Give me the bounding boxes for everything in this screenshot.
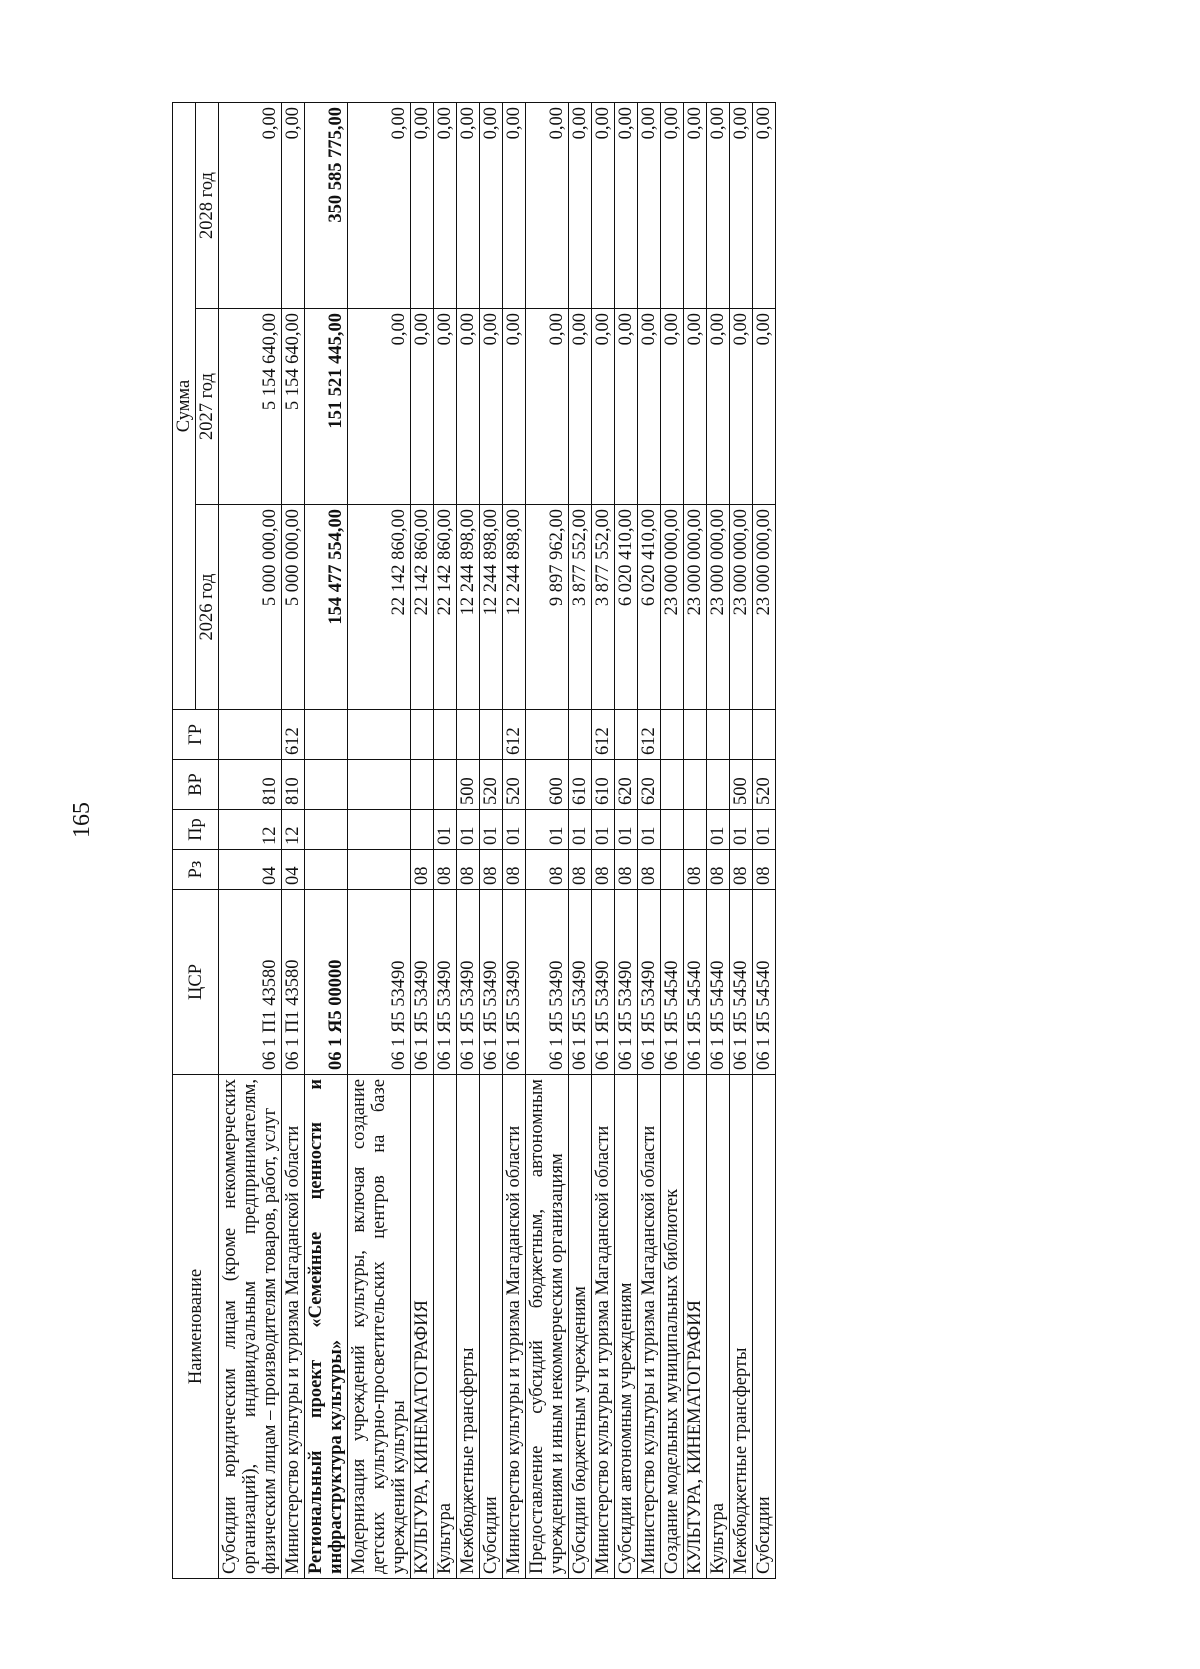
- table-row: [480, 102, 503, 1578]
- cell-2026: 12 244 898,00: [503, 505, 526, 710]
- table-row: [592, 102, 615, 1578]
- cell-rz: [305, 850, 348, 890]
- cell-csr: 06 1 Я5 53490: [348, 890, 411, 1075]
- cell-name: Министерство культуры и туризма Магаданской области: [638, 1075, 661, 1579]
- cell-2028: 0,00: [730, 102, 753, 308]
- table-row: [411, 102, 434, 1578]
- cell-vr: 810: [219, 760, 282, 810]
- cell-2026: 154 477 554,00: [305, 505, 348, 710]
- table-header: [173, 102, 219, 1578]
- cell-pr: 01: [753, 810, 776, 850]
- header-2026: 2026 год: [196, 505, 219, 710]
- cell-name: Субсидии юридическим лицам (кроме некоммерческих организаций), индивидуальным предпринимателям, физическим лицам – производителям товаров, работ, услуг: [219, 1075, 282, 1579]
- cell-pr: 01: [615, 810, 638, 850]
- cell-gr: [480, 710, 503, 760]
- budget-table: [172, 102, 776, 1579]
- cell-name: Субсидии: [480, 1075, 503, 1579]
- table-row: [434, 102, 457, 1578]
- table-row: [753, 102, 776, 1578]
- page-number: 165: [69, 802, 95, 838]
- cell-csr: 06 1 П1 43580: [282, 890, 305, 1075]
- cell-2026: 22 142 860,00: [411, 505, 434, 710]
- cell-name: Культура: [707, 1075, 730, 1579]
- cell-vr: 520: [503, 760, 526, 810]
- cell-vr: [348, 760, 411, 810]
- cell-pr: 01: [480, 810, 503, 850]
- cell-pr: [411, 810, 434, 850]
- cell-name: Субсидии бюджетным учреждениям: [569, 1075, 592, 1579]
- cell-2028: 0,00: [753, 102, 776, 308]
- cell-2027: 5 154 640,00: [282, 309, 305, 505]
- cell-vr: [305, 760, 348, 810]
- cell-2028: 0,00: [457, 102, 480, 308]
- cell-gr: 612: [638, 710, 661, 760]
- cell-name: Создание модельных муниципальных библиотек: [661, 1075, 684, 1579]
- cell-rz: [348, 850, 411, 890]
- cell-gr: [526, 710, 569, 760]
- header-pr: Пр: [173, 810, 219, 850]
- cell-2028: 0,00: [219, 102, 282, 308]
- cell-csr: 06 1 Я5 54540: [753, 890, 776, 1075]
- cell-2026: 5 000 000,00: [219, 505, 282, 710]
- table-row: [707, 102, 730, 1578]
- table-row: [526, 102, 569, 1578]
- cell-csr: 06 1 Я5 53490: [526, 890, 569, 1075]
- cell-2027: 0,00: [457, 309, 480, 505]
- cell-pr: 01: [434, 810, 457, 850]
- cell-gr: [753, 710, 776, 760]
- cell-pr: [684, 810, 707, 850]
- cell-gr: [434, 710, 457, 760]
- cell-gr: [305, 710, 348, 760]
- cell-2028: 0,00: [411, 102, 434, 308]
- cell-2028: 350 585 775,00: [305, 102, 348, 308]
- cell-rz: 08: [592, 850, 615, 890]
- cell-rz: 08: [457, 850, 480, 890]
- table-row: [615, 102, 638, 1578]
- cell-2027: 0,00: [615, 309, 638, 505]
- cell-2026: 22 142 860,00: [434, 505, 457, 710]
- cell-2028: 0,00: [569, 102, 592, 308]
- cell-csr: 06 1 П1 43580: [219, 890, 282, 1075]
- cell-vr: 610: [569, 760, 592, 810]
- cell-pr: 01: [638, 810, 661, 850]
- cell-2026: 6 020 410,00: [638, 505, 661, 710]
- cell-2028: 0,00: [615, 102, 638, 308]
- header-2028: 2028 год: [196, 102, 219, 308]
- header-name: Наименование: [173, 1075, 219, 1579]
- table-row: [730, 102, 753, 1578]
- cell-2028: 0,00: [348, 102, 411, 308]
- cell-rz: 08: [615, 850, 638, 890]
- cell-rz: 08: [434, 850, 457, 890]
- header-2027: 2027 год: [196, 309, 219, 505]
- cell-gr: 612: [592, 710, 615, 760]
- cell-gr: [569, 710, 592, 760]
- header-gr: ГР: [173, 710, 219, 760]
- cell-2026: 23 000 000,00: [661, 505, 684, 710]
- cell-name: Субсидии автономным учреждениям: [615, 1075, 638, 1579]
- cell-rz: 08: [730, 850, 753, 890]
- cell-2028: 0,00: [282, 102, 305, 308]
- cell-2027: 0,00: [411, 309, 434, 505]
- cell-pr: [348, 810, 411, 850]
- cell-name: КУЛЬТУРА, КИНЕМАТОГРАФИЯ: [411, 1075, 434, 1579]
- header-csr: ЦСР: [173, 890, 219, 1075]
- cell-vr: [684, 760, 707, 810]
- cell-gr: [684, 710, 707, 760]
- cell-vr: 620: [638, 760, 661, 810]
- cell-2026: 12 244 898,00: [457, 505, 480, 710]
- table-row: [457, 102, 480, 1578]
- cell-2027: 0,00: [480, 309, 503, 505]
- cell-csr: 06 1 Я5 53490: [434, 890, 457, 1075]
- cell-csr: 06 1 Я5 53490: [638, 890, 661, 1075]
- cell-rz: 08: [638, 850, 661, 890]
- cell-gr: [730, 710, 753, 760]
- cell-2028: 0,00: [503, 102, 526, 308]
- cell-2027: 0,00: [592, 309, 615, 505]
- cell-vr: [661, 760, 684, 810]
- cell-gr: [457, 710, 480, 760]
- cell-2026: 5 000 000,00: [282, 505, 305, 710]
- cell-pr: 01: [592, 810, 615, 850]
- cell-2026: 9 897 962,00: [526, 505, 569, 710]
- table-row: [282, 102, 305, 1578]
- cell-2027: 0,00: [730, 309, 753, 505]
- table-body: [219, 102, 776, 1578]
- cell-rz: 08: [684, 850, 707, 890]
- cell-csr: 06 1 Я5 54540: [730, 890, 753, 1075]
- header-rz: Рз: [173, 850, 219, 890]
- cell-2027: 0,00: [503, 309, 526, 505]
- header-vr: ВР: [173, 760, 219, 810]
- cell-vr: 520: [753, 760, 776, 810]
- cell-vr: 500: [457, 760, 480, 810]
- cell-csr: 06 1 Я5 54540: [684, 890, 707, 1075]
- cell-2027: 0,00: [434, 309, 457, 505]
- cell-2026: 3 877 552,00: [592, 505, 615, 710]
- cell-csr: 06 1 Я5 53490: [411, 890, 434, 1075]
- cell-pr: 12: [282, 810, 305, 850]
- cell-vr: 500: [730, 760, 753, 810]
- cell-pr: 01: [730, 810, 753, 850]
- cell-gr: [411, 710, 434, 760]
- cell-2028: 0,00: [480, 102, 503, 308]
- cell-2026: 23 000 000,00: [707, 505, 730, 710]
- cell-csr: 06 1 Я5 53490: [592, 890, 615, 1075]
- cell-csr: 06 1 Я5 54540: [707, 890, 730, 1075]
- rotated-table-container: [172, 103, 1028, 1579]
- cell-pr: 01: [526, 810, 569, 850]
- cell-2027: 0,00: [638, 309, 661, 505]
- cell-2027: 0,00: [753, 309, 776, 505]
- cell-2026: 22 142 860,00: [348, 505, 411, 710]
- cell-rz: 08: [480, 850, 503, 890]
- cell-2027: 151 521 445,00: [305, 309, 348, 505]
- cell-vr: 620: [615, 760, 638, 810]
- cell-pr: 01: [569, 810, 592, 850]
- cell-name: Межбюджетные трансферты: [730, 1075, 753, 1579]
- table-row: [219, 102, 282, 1578]
- cell-vr: 600: [526, 760, 569, 810]
- cell-pr: 01: [457, 810, 480, 850]
- cell-csr: 06 1 Я5 00000: [305, 890, 348, 1075]
- cell-name: Министерство культуры и туризма Магаданской области: [282, 1075, 305, 1579]
- cell-name: Субсидии: [753, 1075, 776, 1579]
- cell-gr: 612: [503, 710, 526, 760]
- cell-vr: 810: [282, 760, 305, 810]
- cell-2028: 0,00: [707, 102, 730, 308]
- cell-csr: 06 1 Я5 54540: [661, 890, 684, 1075]
- cell-csr: 06 1 Я5 53490: [569, 890, 592, 1075]
- cell-2028: 0,00: [684, 102, 707, 308]
- cell-pr: 01: [707, 810, 730, 850]
- cell-csr: 06 1 Я5 53490: [457, 890, 480, 1075]
- cell-2028: 0,00: [526, 102, 569, 308]
- cell-2026: 12 244 898,00: [480, 505, 503, 710]
- cell-2028: 0,00: [434, 102, 457, 308]
- table-row: [569, 102, 592, 1578]
- cell-rz: 08: [569, 850, 592, 890]
- cell-vr: [411, 760, 434, 810]
- cell-2027: 0,00: [707, 309, 730, 505]
- cell-csr: 06 1 Я5 53490: [503, 890, 526, 1075]
- table-row: [305, 102, 348, 1578]
- cell-csr: 06 1 Я5 53490: [615, 890, 638, 1075]
- table-row: [684, 102, 707, 1578]
- cell-name: Межбюджетные трансферты: [457, 1075, 480, 1579]
- table-row: [348, 102, 411, 1578]
- table-row: [638, 102, 661, 1578]
- cell-vr: 520: [480, 760, 503, 810]
- cell-2028: 0,00: [592, 102, 615, 308]
- table-row: [661, 102, 684, 1578]
- cell-csr: 06 1 Я5 53490: [480, 890, 503, 1075]
- cell-gr: [707, 710, 730, 760]
- cell-name: КУЛЬТУРА, КИНЕМАТОГРАФИЯ: [684, 1075, 707, 1579]
- cell-vr: 610: [592, 760, 615, 810]
- cell-2027: 0,00: [569, 309, 592, 505]
- table-row: [503, 102, 526, 1578]
- cell-2028: 0,00: [638, 102, 661, 308]
- cell-2027: 5 154 640,00: [219, 309, 282, 505]
- cell-pr: 01: [503, 810, 526, 850]
- cell-gr: [219, 710, 282, 760]
- cell-2027: 0,00: [526, 309, 569, 505]
- cell-rz: 08: [411, 850, 434, 890]
- cell-gr: [348, 710, 411, 760]
- cell-rz: [661, 850, 684, 890]
- cell-gr: [661, 710, 684, 760]
- cell-pr: 12: [219, 810, 282, 850]
- cell-name: Культура: [434, 1075, 457, 1579]
- cell-rz: 08: [707, 850, 730, 890]
- cell-2026: 23 000 000,00: [753, 505, 776, 710]
- cell-name: Предоставление субсидий бюджетным, автономным учреждениям и иным некоммерческим организациям: [526, 1075, 569, 1579]
- cell-rz: 04: [282, 850, 305, 890]
- cell-rz: 08: [753, 850, 776, 890]
- cell-2027: 0,00: [348, 309, 411, 505]
- cell-vr: [707, 760, 730, 810]
- cell-name: Модернизация учреждений культуры, включая создание детских культурно-просветительских центров на базе учреждений культуры: [348, 1075, 411, 1579]
- cell-name: Министерство культуры и туризма Магаданской области: [503, 1075, 526, 1579]
- cell-rz: 08: [526, 850, 569, 890]
- cell-name: Региональный проект «Семейные ценности и инфраструктура культуры»: [305, 1075, 348, 1579]
- cell-2027: 0,00: [684, 309, 707, 505]
- cell-gr: 612: [282, 710, 305, 760]
- cell-pr: [305, 810, 348, 850]
- cell-gr: [615, 710, 638, 760]
- cell-2026: 23 000 000,00: [730, 505, 753, 710]
- cell-2026: 6 020 410,00: [615, 505, 638, 710]
- cell-2026: 3 877 552,00: [569, 505, 592, 710]
- cell-rz: 08: [503, 850, 526, 890]
- header-sum: Сумма: [173, 102, 196, 709]
- cell-2026: 23 000 000,00: [684, 505, 707, 710]
- cell-2028: 0,00: [661, 102, 684, 308]
- cell-vr: [434, 760, 457, 810]
- cell-2027: 0,00: [661, 309, 684, 505]
- cell-name: Министерство культуры и туризма Магаданской области: [592, 1075, 615, 1579]
- cell-rz: 04: [219, 850, 282, 890]
- cell-pr: [661, 810, 684, 850]
